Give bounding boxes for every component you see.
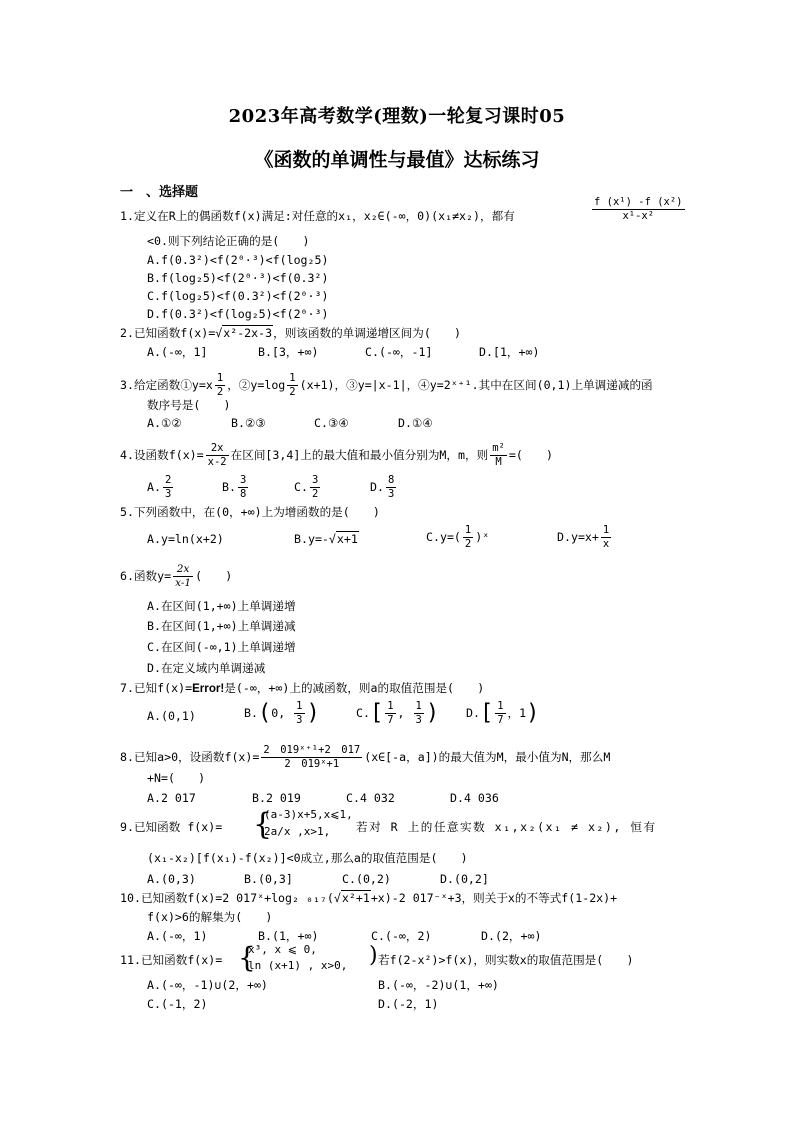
piecewise-close: )	[369, 943, 378, 968]
question-3-option-c[interactable]: C.③④	[314, 416, 349, 430]
question-8-stem-end: (x∈[-a，a])的最大值为M，最小值为N，那么M	[364, 750, 611, 764]
question-8-option-b[interactable]: B.2 019	[252, 791, 301, 805]
question-7-option-c[interactable]: C.[ $\frac{1}{7}$ , $\frac{1}{3}$ )	[356, 700, 440, 726]
question-5-option-d[interactable]	[557, 524, 613, 551]
question-2: 2.已知函数f(x)=√x²-2x-3，则该函数的单调递增区间为( )	[120, 326, 461, 340]
option-denominator: x	[602, 538, 610, 550]
question-3-stem-end: (x+1)，③y=|x-1|，④y=2ˣ⁺¹.其中在区间(0,1)上单调递减的函	[299, 378, 653, 392]
option-numerator: 1	[387, 700, 394, 712]
option-numerator: 1	[296, 700, 303, 712]
exponent-denominator: 2	[216, 386, 224, 398]
question-2-option-b[interactable]: B.[3，+∞)	[258, 345, 319, 359]
option-label: A.	[147, 480, 161, 494]
question-3-option-b[interactable]: B.②③	[231, 416, 266, 430]
question-1-option-b[interactable]: B.f(log₂5)<f(2⁰·³)<f(0.3²)	[147, 271, 329, 285]
question-1-option-d[interactable]: D.f(0.3²)<f(log₂5)<f(2⁰·³)	[147, 307, 329, 321]
function-numerator: 2 019ˣ⁺¹+2 017	[263, 744, 361, 756]
question-7-option-a[interactable]: A.(0,1)	[147, 709, 196, 723]
question-11-stem: 11.已知函数f(x)=	[120, 953, 223, 967]
question-6-option-a[interactable]: A.在区间(1,+∞)上单调递增	[147, 599, 296, 613]
question-11-option-c[interactable]: C.(-1，2)	[147, 997, 208, 1011]
question-4-option-d[interactable]	[370, 474, 398, 501]
question-4-option-c[interactable]	[294, 474, 322, 501]
function-numerator: 2x	[173, 563, 193, 577]
option-label: C.	[356, 706, 370, 720]
piecewise-case-1: (a-3)x+5,x⩽1,	[264, 808, 353, 821]
option-numerator: 1	[415, 700, 422, 712]
exponent-numerator: 1	[216, 372, 224, 384]
option-numerator: 3	[311, 474, 319, 486]
question-5: 5.下列函数中，在(0，+∞)上为增函数的是( )	[120, 505, 380, 519]
question-2-option-a[interactable]: A.(-∞，1]	[147, 345, 208, 359]
option-label: D.	[466, 706, 480, 720]
question-5-option-a[interactable]: A.y=ln(x+2)	[147, 532, 224, 546]
option-text-end: )ˣ	[475, 530, 490, 544]
radicand: x²+1	[341, 891, 370, 905]
question-10-option-b[interactable]: B.(1，+∞)	[258, 929, 319, 943]
question-9-stem-end: 若对 R 上的任意实数 x₁,x₂(x₁ ≠ x₂), 恒有	[356, 820, 657, 834]
function-denominator: 2 019ˣ+1	[284, 758, 340, 770]
option-text-end: ，1	[507, 706, 527, 720]
question-6-option-c[interactable]: C.在区间(-∞,1)上单调递增	[147, 640, 296, 654]
question-4-stem: 4.设函数f(x)=	[120, 448, 204, 462]
function-denominator: x-2	[207, 456, 227, 468]
question-11-stem-end: 若f(2-x²)>f(x)，则实数x的取值范围是( )	[378, 953, 634, 967]
option-numerator: 1	[602, 524, 610, 536]
option-text: B.y=-	[294, 532, 329, 546]
option-numerator: 3	[239, 474, 247, 486]
question-9-option-a[interactable]: A.(0,3)	[147, 872, 196, 886]
option-numerator: 1	[497, 700, 504, 712]
question-11-option-d[interactable]: D.(-2，1)	[378, 997, 439, 1011]
radicand: x²-2x-3	[223, 326, 273, 340]
question-8-continuation: +N=( )	[147, 771, 206, 785]
ratio-numerator: m²	[492, 442, 505, 454]
option-denominator: 2	[311, 488, 319, 500]
page-subtitle: 《函数的单调性与最值》达标练习	[254, 149, 540, 171]
question-1-stem: 1.定义在R上的偶函数f(x)满足:对任意的x₁，x₂∈(-∞，0)(x₁≠x₂)，都有	[120, 209, 515, 223]
question-8	[120, 744, 610, 771]
question-11-option-a[interactable]: A.(-∞，-1)∪(2，+∞)	[147, 978, 268, 992]
question-6-stem-end: ( )	[195, 569, 233, 583]
function-numerator: 2x	[206, 442, 229, 456]
option-label: C.	[294, 480, 308, 494]
option-denominator: 3	[296, 714, 303, 726]
section-heading: 一 、选择题	[120, 185, 199, 200]
question-7-option-b[interactable]: B.(0, $\frac{1}{3}$ )	[244, 700, 320, 726]
question-3-stem: 3.给定函数①y=x	[120, 378, 213, 392]
piecewise-brace: {	[238, 941, 256, 974]
question-1-option-c[interactable]: C.f(log₂5)<f(0.3²)<f(2⁰·³)	[147, 289, 329, 303]
question-10: 10.已知函数f(x)=2 017ˣ+log₂ ₀₁₇(√x²+1+x)-2 017⁻ˣ+3，则关于x的不等式f(1-2x)+	[120, 891, 618, 905]
option-numerator: 2	[164, 474, 172, 486]
option-denominator: 7	[497, 714, 504, 726]
option-label: B.	[244, 706, 258, 720]
question-1-option-a[interactable]: A.f(0.3²)<f(2⁰·³)<f(log₂5)	[147, 253, 329, 267]
question-8-option-a[interactable]: A.2 017	[147, 791, 196, 805]
option-label: D.	[370, 480, 384, 494]
log-base-denominator: 2	[289, 386, 296, 398]
question-10-option-c[interactable]: C.(-∞，2)	[371, 929, 432, 943]
option-denominator: 3	[415, 714, 422, 726]
question-8-option-d[interactable]: D.4 036	[450, 791, 499, 805]
question-7	[120, 680, 484, 697]
question-6	[120, 563, 232, 590]
log-base-numerator: 1	[289, 372, 296, 384]
question-7-option-d[interactable]: D.[ $\frac{1}{7}$ ，1)	[466, 700, 540, 726]
option-denominator: 3	[164, 488, 172, 500]
question-4	[120, 442, 553, 469]
option-label: B.	[222, 480, 236, 494]
question-9-option-d[interactable]: D.(0,2]	[440, 872, 489, 886]
question-7-stem-end: 是(-∞，+∞)上的减函数，则a的取值范围是( )	[224, 681, 485, 695]
question-7-stem: 7.已知f(x)=	[120, 681, 193, 695]
question-10-stem: 10.已知函数f(x)=2 017ˣ+log₂ ₀₁₇(	[120, 891, 334, 905]
option-numerator: 8	[387, 474, 395, 486]
question-4-stem-end: =( )	[508, 448, 553, 462]
question-3-continuation: 数序号是( )	[147, 398, 231, 412]
question-9-continuation: (x₁-x₂)[f(x₁)-f(x₂)]<0成立,那么a的取值范围是( )	[147, 851, 468, 865]
fraction-numerator: f (x¹) -f (x²)	[594, 196, 683, 208]
fraction-denominator: x¹-x²	[622, 210, 655, 222]
question-10-option-a[interactable]: A.(-∞，1)	[147, 929, 208, 943]
question-1-fraction	[590, 196, 687, 223]
option-denominator: 3	[387, 488, 395, 500]
piecewise-case-2: ln (x+1) , x>0,	[248, 959, 348, 972]
question-11-option-b[interactable]: B.(-∞，-2)∪(1，+∞)	[378, 978, 499, 992]
question-3	[120, 372, 653, 399]
option-denominator: 7	[387, 714, 394, 726]
question-10-continuation: f(x)>6的解集为( )	[147, 910, 273, 924]
question-5-option-c[interactable]	[426, 524, 489, 551]
piecewise-case-1: x³, x ⩽ 0,	[248, 943, 317, 956]
option-text: C.y=(	[426, 530, 461, 544]
question-4-option-b[interactable]	[222, 474, 250, 501]
question-1	[120, 208, 515, 224]
question-4-stem-mid: 在区间[3,4]上的最大值和最小值分别为M，m，则	[230, 448, 489, 462]
question-9-stem: 9.已知函数 f(x)=	[120, 820, 223, 834]
piecewise-case-2: 2a/x ,x>1,	[264, 825, 331, 838]
question-2-stem-end: ，则该函数的单调递增区间为( )	[273, 326, 461, 340]
option-numerator: 1	[464, 524, 472, 536]
question-9-option-c[interactable]: C.(0,2)	[342, 872, 391, 886]
piecewise-brace: {	[253, 807, 273, 842]
question-2-option-c[interactable]: C.(-∞，-1]	[365, 345, 433, 359]
radicand: x+1	[336, 532, 358, 546]
ratio-denominator: M	[495, 456, 502, 468]
question-2-option-d[interactable]: D.[1，+∞)	[479, 345, 540, 359]
question-6-stem: 6.函数y=	[120, 569, 172, 583]
option-text: D.y=x+	[557, 530, 599, 544]
question-10-stem-end: +x)-2 017⁻ˣ+3，则关于x的不等式f(1-2x)+	[370, 891, 618, 905]
error-placeholder: Error!	[192, 682, 225, 695]
question-3-option-a[interactable]: A.①②	[147, 416, 182, 430]
question-8-stem: 8.已知a>0，设函数f(x)=	[120, 750, 260, 764]
question-4-option-a[interactable]	[147, 474, 175, 501]
page-title: 2023年高考数学(理数)一轮复习课时05	[228, 106, 566, 127]
question-6-option-b[interactable]: B.在区间(1,+∞)上单调递减	[147, 619, 296, 633]
question-3-stem-mid: ，②y=log	[227, 378, 286, 392]
function-denominator: x-1	[175, 577, 192, 589]
question-9-option-b[interactable]: B.(0,3]	[244, 872, 293, 886]
question-1-continuation: <0.则下列结论正确的是( )	[147, 234, 310, 248]
option-denominator: 2	[464, 538, 472, 550]
question-3-option-d[interactable]: D.①④	[398, 416, 433, 430]
question-5-option-b[interactable]: B.y=-√x+1	[294, 532, 358, 546]
question-6-option-d[interactable]: D.在定义域内单调递减	[147, 661, 266, 675]
question-2-stem: 2.已知函数f(x)=	[120, 326, 216, 340]
question-8-option-c[interactable]: C.4 032	[346, 791, 395, 805]
question-10-option-d[interactable]: D.(2，+∞)	[481, 929, 542, 943]
option-denominator: 8	[239, 488, 247, 500]
